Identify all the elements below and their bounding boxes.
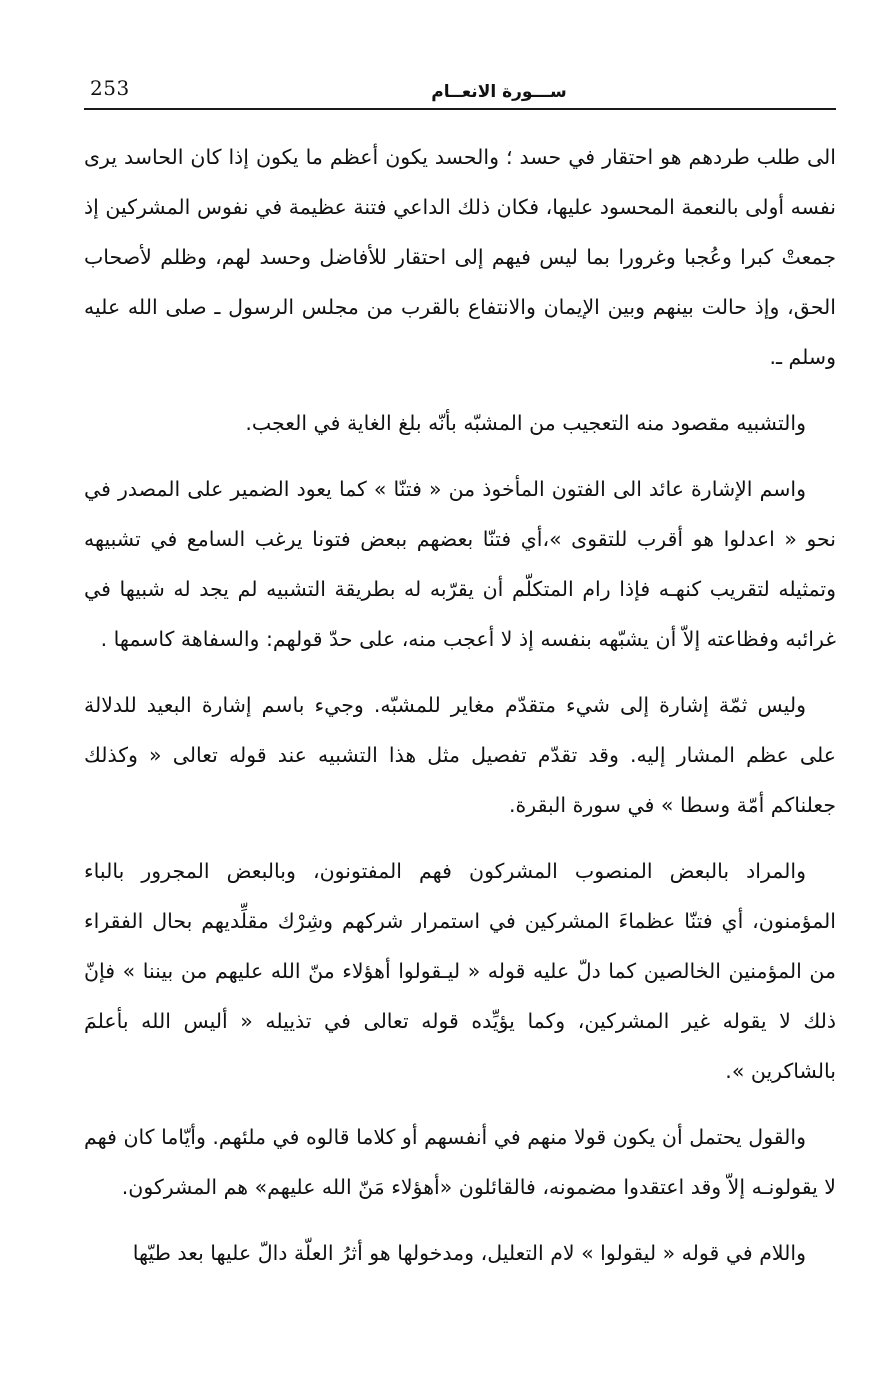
page-header — [84, 72, 836, 108]
paragraph: والقول يحتمل أن يكون قولا منهم في أنفسهم أو كلاما قالوه في ملئهم. وأيّاما كان فهم لا يقولونـه إلاّ وقد اعتقدوا مضمونه، فالقائلون «أهؤلاء مَنّ الله عليهم» هم المشركون. — [84, 1125, 836, 1199]
paragraph: وليس ثمّة إشارة إلى شيء متقدّم مغاير للمشبّه. وجيء باسم إشارة البعيد للدلالة على عظم المشار إليه. وقد تقدّم تفصيل مثل هذا التشبيه عند قوله تعالى « وكذلك جعلناكم أمّة وسطا » في سورة البقرة. — [84, 693, 836, 817]
body-text — [84, 132, 836, 1278]
header-rule — [84, 108, 836, 110]
paragraph: الى طلب طردهم هو احتقار في حسد ؛ والحسد يكون أعظم ما يكون إذا كان الحاسد يرى نفسه أولى بالنعمة المحسود عليها، فكان ذلك الداعي فتنة عظيمة في نفوس المشركين إذ جمعتْ كبرا وعُجبا وغرورا بما ليس فيهم إلى احتقار للأفاضل وحسد لهم، وظلم لأصحاب الحق، وإذ حالت بينهم وبين الإيمان والانتفاع بالقرب من مجلس الرسول ـ صلى الله عليه وسلم ـ. — [84, 145, 836, 369]
paragraph: والمراد بالبعض المنصوب المشركون فهم المفتونون، وبالبعض المجرور بالباء المؤمنون، أي فتنّا عظماءَ المشركين في استمرار شركهم وشِرْك مقلِّديهم بحال الفقراء من المؤمنين الخالصين كما دلّ عليه قوله « ليـقولوا أهؤلاء منّ الله عليهم من بيننا » فإنّ ذلك لا يقوله غير المشركين، وكما يؤيِّده قوله تعالى في تذييله « أليس الله بأعلمَ بالشاكرين ». — [84, 859, 836, 1083]
running-title: ســـورة الانعــام — [431, 82, 567, 102]
paragraph: واسم الإشارة عائد الى الفتون المأخوذ من « فتنّا » كما يعود الضمير على المصدر في نحو « اعدلوا هو أقرب للتقوى »،أي فتنّا بعضهم ببعض فتونا يرغب السامع في تشبيهه وتمثيله لتقريب كنهـه فإذا رام المتكلّم أن يقرّبه له بطريقة التشبيه لم يجد له شبيها في غرائبه وفظاعته إلاّ أن يشبّهه بنفسه إذ لا أعجب منه، على حدّ قولهم: والسفاهة كاسمها . — [84, 477, 836, 651]
paragraph: والتشبيه مقصود منه التعجيب من المشبّه بأنّه بلغ الغاية في العجب. — [245, 411, 806, 435]
paragraph: واللام في قوله « ليقولوا » لام التعليل، ومدخولها هو أثرُ العلّة دالّ عليها بعد طيّها — [132, 1241, 806, 1265]
page-number: 253 — [90, 76, 130, 100]
